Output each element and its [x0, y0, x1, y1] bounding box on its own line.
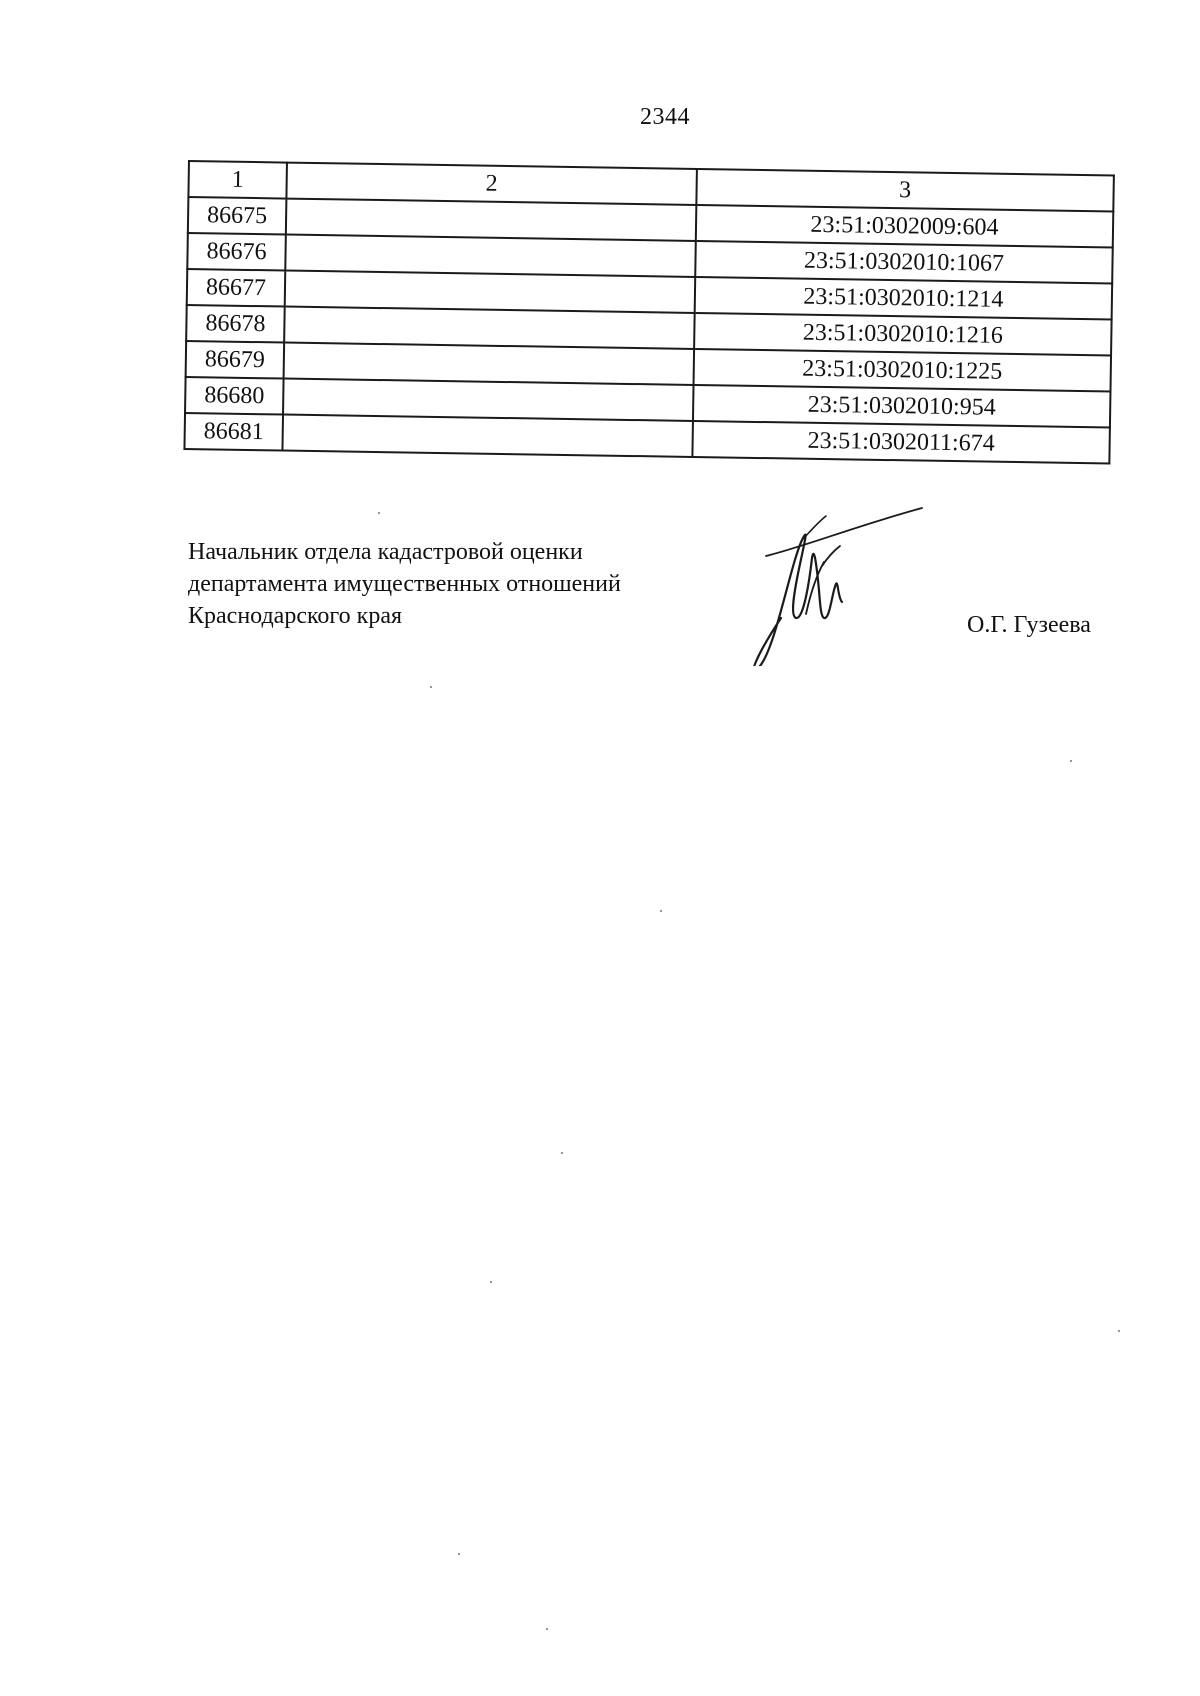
scan-speck: [490, 1281, 492, 1283]
cadastral-number-cell: 23:51:0302010:1225: [694, 349, 1112, 392]
row-number-cell: 86677: [187, 269, 286, 307]
row-number-cell: 86680: [185, 377, 284, 415]
position-line: Краснодарского края: [188, 603, 403, 629]
row-name-cell: [282, 415, 693, 457]
handwritten-signature: [746, 506, 926, 666]
row-number-cell: 86679: [186, 341, 285, 379]
scan-speck: [561, 1152, 563, 1154]
row-number-cell: 86678: [186, 305, 285, 343]
cadastral-number-cell: 23:51:0302010:1214: [695, 277, 1113, 320]
scan-speck: [458, 1553, 460, 1555]
column-header: 1: [188, 161, 287, 199]
cadastral-number-cell: 23:51:0302010:954: [693, 385, 1111, 428]
table-container: [183, 160, 1112, 464]
position-line: департамента имущественных отношений: [188, 571, 621, 597]
page-number: 2344: [640, 104, 690, 130]
scan-speck: [1070, 760, 1072, 762]
scan-speck: [378, 512, 380, 514]
cadastral-number-cell: 23:51:0302010:1067: [695, 241, 1113, 284]
scan-speck: [546, 1628, 548, 1630]
row-number-cell: 86676: [187, 233, 286, 271]
cadastral-number-cell: 23:51:0302009:604: [696, 205, 1114, 248]
column-header: 2: [286, 163, 697, 205]
row-number-cell: 86681: [184, 413, 283, 451]
scan-speck: [660, 910, 662, 912]
signatory-position: [188, 536, 621, 632]
scan-speck: [430, 686, 432, 688]
data-table: [183, 160, 1114, 465]
cadastral-number-cell: 23:51:0302011:674: [692, 421, 1110, 464]
scan-speck: [1118, 1330, 1120, 1332]
position-line: Начальник отдела кадастровой оценки: [188, 539, 583, 565]
row-number-cell: 86675: [188, 197, 287, 235]
column-header: 3: [696, 169, 1114, 212]
signatory-name: О.Г. Гузеева: [967, 612, 1091, 638]
cadastral-number-cell: 23:51:0302010:1216: [694, 313, 1112, 356]
